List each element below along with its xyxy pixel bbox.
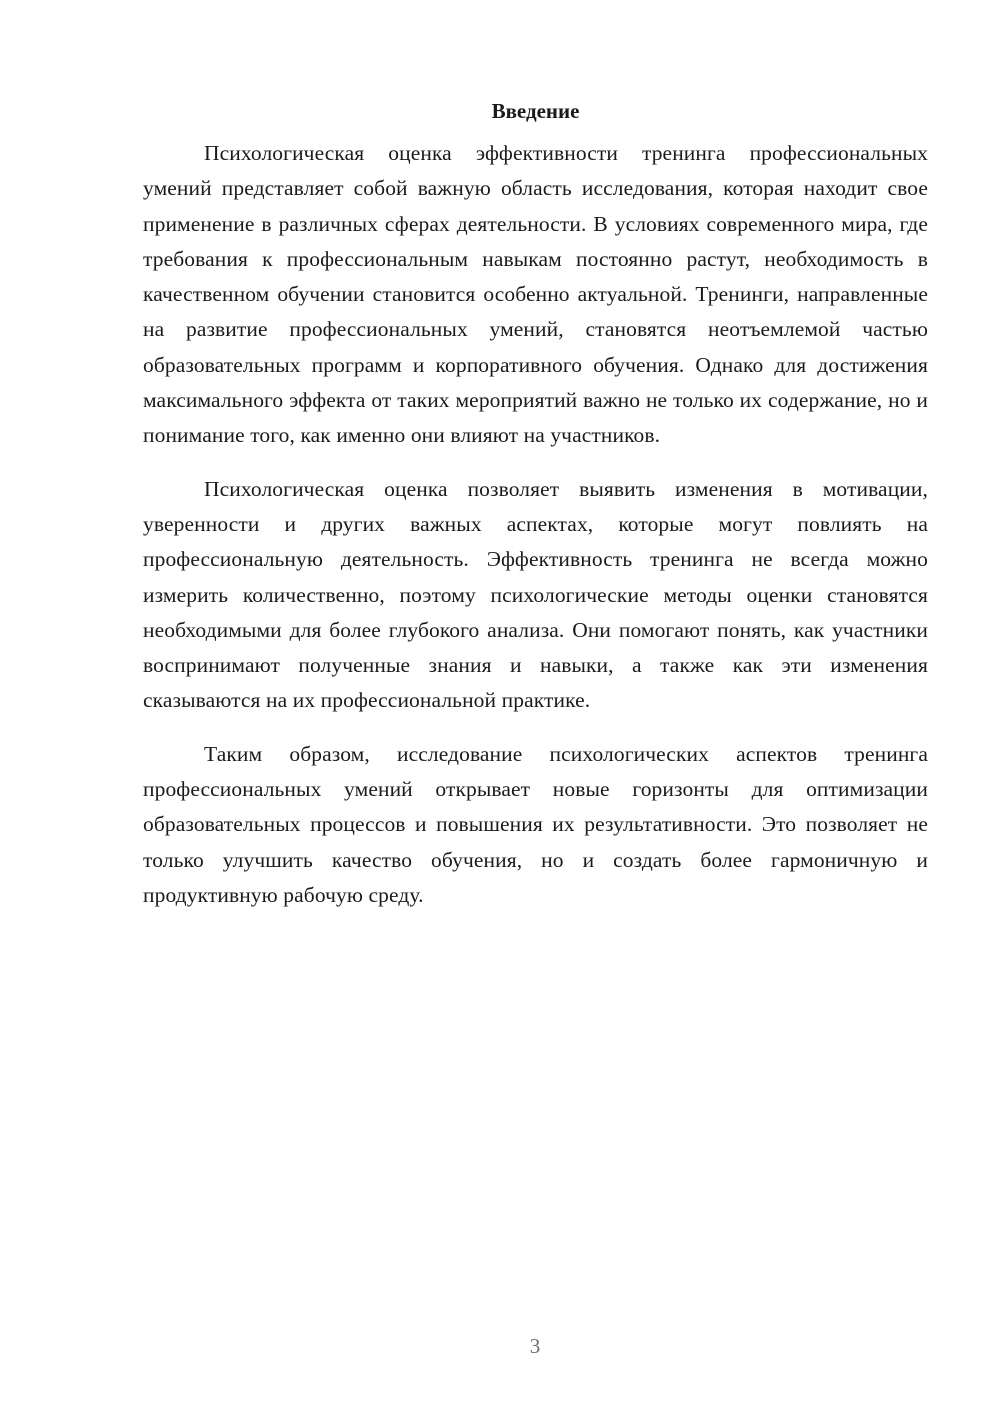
paragraph-3: Таким образом, исследование психологических аспектов тренинга профессиональных умений открывает новые горизонты для оптимизации образовательных процессов и повышения их результативности. Это позволяет не только улучшить качество обучения, но и создать более гармоничную и продуктивную рабочую среду. [143, 741, 928, 907]
paragraph-1: Психологическая оценка эффективности тренинга профессиональных умений представляет собой важную область исследования, которая находит свое применение в различных сферах деятельности. В условиях современного мира, где требования к профессиональным навыкам постоянно растут, необходимость в качественном обучении становится особенно актуальной. Тренинги, направленные на развитие профессиональных умений, становятся неотъемлемой частью образовательных программ и корпоративного обучения. Однако для достижения максимального эффекта от таких мероприятий важно не только их содержание, но и понимание того, как именно они влияют на участников. [143, 141, 928, 448]
section-heading: Введение [491, 99, 580, 123]
page-number: 3 [529, 1334, 541, 1358]
paragraph-2: Психологическая оценка позволяет выявить изменения в мотивации, уверенности и других важных аспектах, которые могут повлиять на профессиональную деятельность. Эффективность тренинга не всегда можно измерить количественно, поэтому психологические методы оценки становятся необходимыми для более глубокого анализа. Они помогают понять, как участники воспринимают полученные знания и навыки, а также как эти изменения сказываются на их профессиональной практике. [143, 476, 928, 713]
page-content [143, 96, 928, 913]
